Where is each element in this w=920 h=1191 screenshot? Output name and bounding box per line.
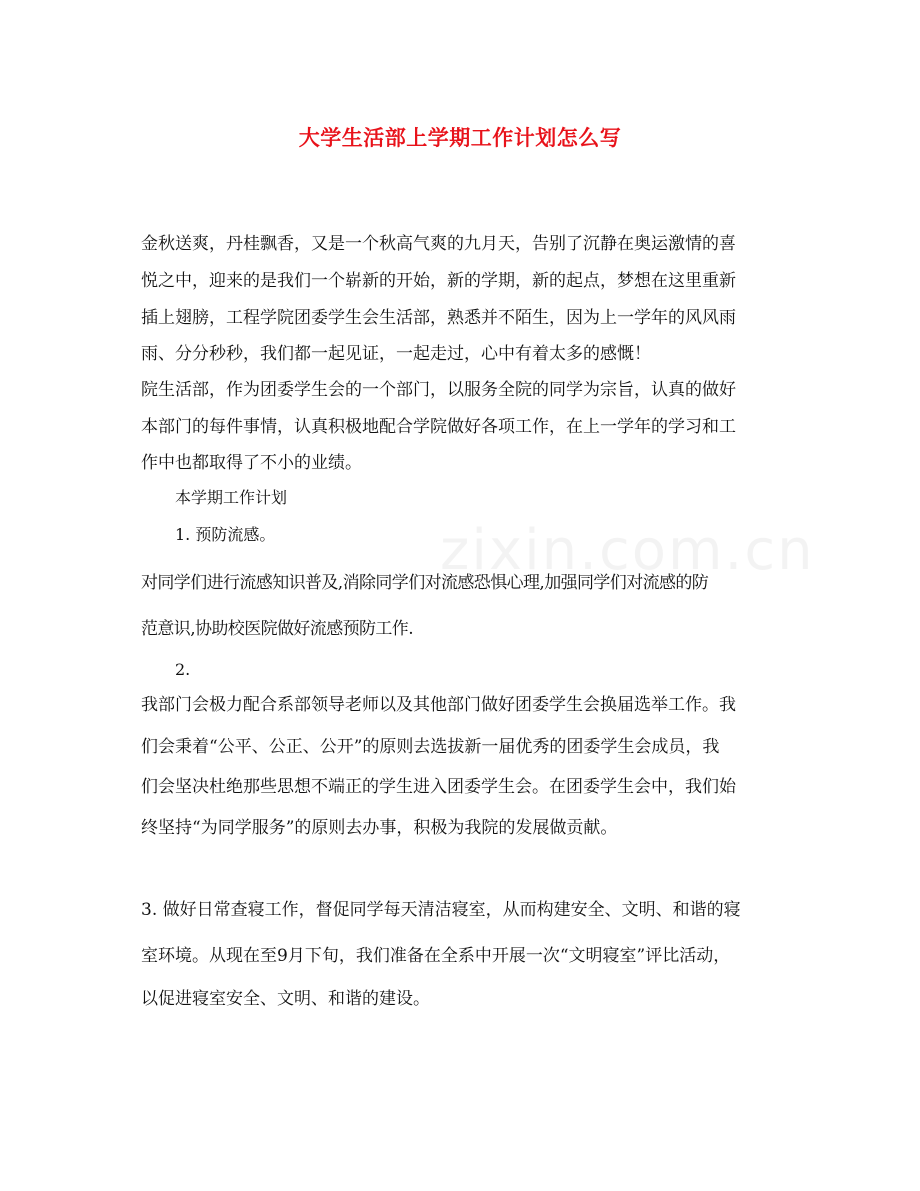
paragraph-line: 插上翅膀，工程学院团委学生会生活部，熟悉并不陌生，因为上一学年的风风雨 bbox=[141, 308, 736, 328]
paragraph-line: 本部门的每件事情，认真积极地配合学院做好各项工作，在上一学年的学习和工 bbox=[141, 417, 736, 437]
paragraph-line: 雨、分分秒秒，我们都一起见证，一起走过，心中有着太多的感慨！ bbox=[141, 344, 651, 364]
paragraph-line: 范意识,协助校医院做好流感预防工作. bbox=[141, 619, 414, 639]
paragraph-line: 对同学们进行流感知识普及,消除同学们对流感恐惧心理,加强同学们对流感的防 bbox=[141, 573, 709, 593]
paragraph-line: 们会坚决杜绝那些思想不端正的学生进入团委学生会。在团委学生会中，我们始 bbox=[141, 777, 736, 797]
paragraph-line: 悦之中，迎来的是我们一个崭新的开始，新的学期，新的起点，梦想在这里重新 bbox=[141, 271, 736, 291]
section-heading: 本学期工作计划 bbox=[175, 488, 288, 507]
paragraph-line: 以促进寝室安全、文明、和谐的建设。 bbox=[141, 989, 430, 1009]
paragraph-line: 金秋送爽，丹桂飘香，又是一个秋高气爽的九月天，告别了沉静在奥运激情的喜 bbox=[141, 234, 736, 254]
paragraph-line: 终坚持“为同学服务”的原则去办事，积极为我院的发展做贡献。 bbox=[141, 818, 618, 838]
paragraph-line: 作中也都取得了不小的业绩。 bbox=[141, 453, 362, 473]
paragraph-line: 院生活部，作为团委学生会的一个部门，以服务全院的同学为宗旨，认真的做好 bbox=[141, 380, 736, 400]
paragraph-line: 我部门会极力配合系部领导老师以及其他部门做好团委学生会换届选举工作。我 bbox=[141, 695, 736, 715]
document-title: 大学生活部上学期工作计划怎么写 bbox=[298, 125, 622, 150]
paragraph-line: 3. 做好日常查寝工作，督促同学每天清洁寝室，从而构建安全、文明、和谐的寝 bbox=[141, 900, 741, 920]
paragraph-line: 室环境。从现在至9月下旬，我们准备在全系中开展一次“文明寝室”评比活动， bbox=[141, 946, 731, 966]
list-item-heading: 2. bbox=[175, 660, 191, 679]
list-item-heading: 1. 预防流感。 bbox=[175, 525, 276, 544]
paragraph-line: 们会秉着“公平、公正、公开”的原则去选拔新一届优秀的团委学生会成员，我 bbox=[141, 737, 720, 757]
